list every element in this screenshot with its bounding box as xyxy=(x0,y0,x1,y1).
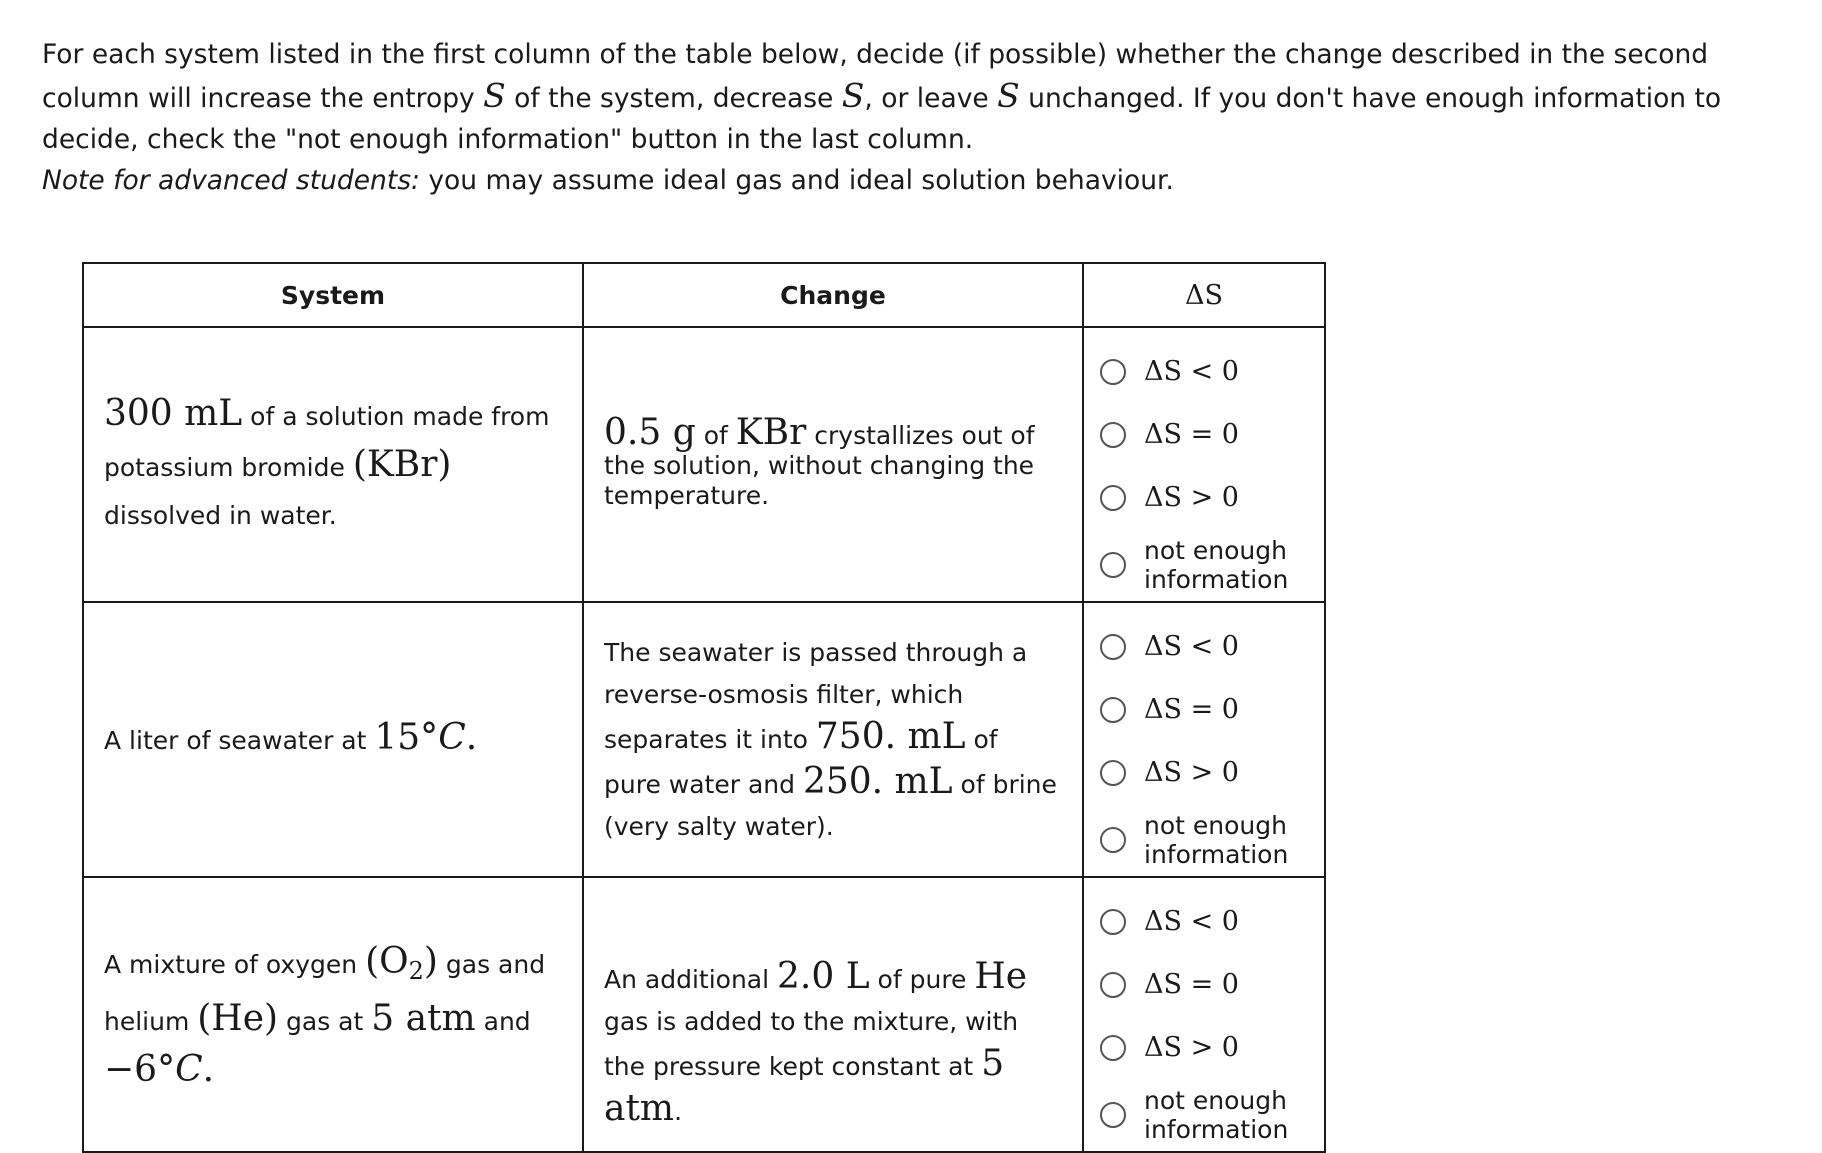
radio-button[interactable] xyxy=(1100,972,1126,998)
system-cell: A liter of seawater at 15°C. xyxy=(83,602,583,877)
radio-button[interactable] xyxy=(1100,760,1126,786)
instruction-paragraph: For each system listed in the first column of the table below, decide (if possible) whether the change described in the second column will increase the entropy S of the system, decrease S, or leave S unchanged. If you don't have enough information to decide, check the "not enough information" button in the last column. xyxy=(42,39,1722,155)
radio-group xyxy=(1084,603,1324,876)
table-row xyxy=(83,877,1325,1152)
header-system: System xyxy=(83,263,583,327)
radio-group xyxy=(1084,878,1324,1151)
advanced-note xyxy=(42,160,1812,201)
radio-button[interactable] xyxy=(1100,697,1126,723)
option-delta-s-zero[interactable]: ΔS = 0 xyxy=(1100,678,1324,741)
option-delta-s-negative[interactable]: ΔS < 0 xyxy=(1100,890,1324,953)
radio-button[interactable] xyxy=(1100,1035,1126,1061)
option-delta-s-negative[interactable]: ΔS < 0 xyxy=(1100,615,1324,678)
option-delta-s-positive[interactable]: ΔS > 0 xyxy=(1100,466,1324,529)
option-delta-s-positive[interactable]: ΔS > 0 xyxy=(1100,741,1324,804)
change-cell: An additional 2.0 L of pure He gas is added to the mixture, with the pressure kept constant at 5 atm. xyxy=(583,877,1083,1152)
answer-cell xyxy=(1083,877,1325,1152)
system-cell: 300 mL of a solution made from potassium bromide (KBr) dissolved in water. xyxy=(83,327,583,602)
radio-button[interactable] xyxy=(1100,909,1126,935)
option-not-enough-info[interactable]: not enough information xyxy=(1100,1079,1324,1151)
answer-cell xyxy=(1083,327,1325,602)
radio-group xyxy=(1084,328,1324,601)
note-text: you may assume ideal gas and ideal solution behaviour. xyxy=(419,165,1174,196)
radio-button[interactable] xyxy=(1100,634,1126,660)
table-header-row xyxy=(83,263,1325,327)
table-row xyxy=(83,602,1325,877)
header-change: Change xyxy=(583,263,1083,327)
radio-button[interactable] xyxy=(1100,1102,1126,1128)
table-row xyxy=(83,327,1325,602)
option-not-enough-info[interactable]: not enough information xyxy=(1100,529,1324,601)
radio-button[interactable] xyxy=(1100,422,1126,448)
radio-button[interactable] xyxy=(1100,552,1126,578)
question-instructions xyxy=(42,34,1812,201)
radio-button[interactable] xyxy=(1100,359,1126,385)
option-delta-s-zero[interactable]: ΔS = 0 xyxy=(1100,953,1324,1016)
answer-cell xyxy=(1083,602,1325,877)
option-not-enough-info[interactable]: not enough information xyxy=(1100,804,1324,876)
system-cell: A mixture of oxygen $(O_2)$ gas and helium (He) gas at 5 atm and −6°C. xyxy=(83,877,583,1152)
radio-button[interactable] xyxy=(1100,827,1126,853)
change-cell: 0.5 g of KBr crystallizes out of the solution, without changing the temperature. xyxy=(583,327,1083,602)
note-label: Note for advanced students: xyxy=(42,165,420,196)
entropy-table xyxy=(82,262,1326,1153)
change-cell: The seawater is passed through a reverse-osmosis filter, which separates it into 750. mL of pure water and 250. mL of brine (very salty water). xyxy=(583,602,1083,877)
radio-button[interactable] xyxy=(1100,485,1126,511)
header-delta-s: ΔS xyxy=(1083,263,1325,327)
option-delta-s-negative[interactable]: ΔS < 0 xyxy=(1100,340,1324,403)
option-delta-s-positive[interactable]: ΔS > 0 xyxy=(1100,1016,1324,1079)
option-delta-s-zero[interactable]: ΔS = 0 xyxy=(1100,403,1324,466)
